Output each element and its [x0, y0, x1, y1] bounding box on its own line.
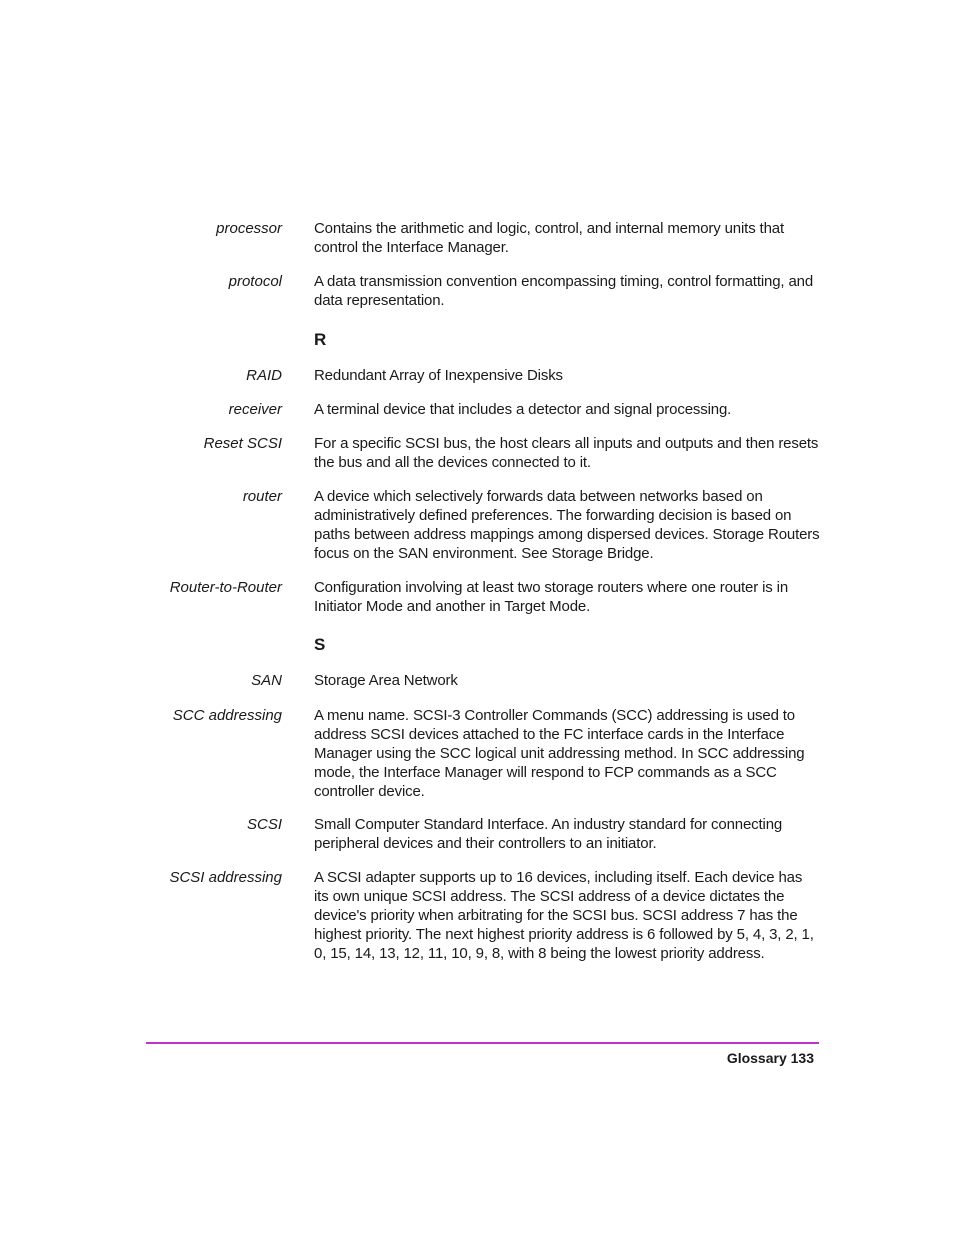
page-footer: [727, 1049, 814, 1067]
section-letter-s: S: [314, 635, 326, 654]
footer-label: Glossary: [726, 1050, 787, 1066]
glossary-definition: A SCSI adapter supports up to 16 devices, including itself. Each device has its own unique SCSI address. The SCSI address of a device dictates the device's priority when arbitrating for the SCSI bus. SCSI address 7 has the highest priority. The next highest priority address is 6 followed by 5, 4, 3, 2, 1, 0, 15, 14, 13, 12, 11, 10, 9, 8, with 8 being the lowest priority address.: [314, 869, 814, 962]
glossary-term: SCSI addressing: [169, 869, 282, 886]
section-letter-r: R: [314, 330, 327, 349]
glossary-definition: A terminal device that includes a detector and signal processing.: [314, 401, 732, 418]
glossary-term: processor: [216, 220, 282, 237]
glossary-term: SCSI: [246, 816, 282, 833]
glossary-term: SAN: [251, 672, 282, 689]
glossary-definition: Storage Area Network: [314, 672, 458, 689]
glossary-definition: Redundant Array of Inexpensive Disks: [314, 367, 563, 384]
glossary-term: Router-to-Router: [169, 579, 282, 596]
glossary-term: router: [242, 488, 282, 505]
glossary-definition: For a specific SCSI bus, the host clears all inputs and outputs and then resets the bus and all the devices connected to it.: [314, 435, 819, 471]
glossary-definition: Small Computer Standard Interface. An industry standard for connecting peripheral devices and their controllers to an initiator.: [314, 816, 783, 852]
glossary-term: Reset SCSI: [203, 435, 282, 452]
footer-rule: [146, 1042, 819, 1044]
glossary-term: protocol: [228, 273, 282, 290]
glossary-definition: Contains the arithmetic and logic, control, and internal memory units that control the Interface Manager.: [314, 220, 784, 256]
page-number: 133: [790, 1050, 814, 1066]
glossary-definition: Configuration involving at least two storage routers where one router is in Initiator Mode and another in Target Mode.: [314, 579, 789, 615]
glossary-definition: A device which selectively forwards data between networks based on administratively defined preferences. The forwarding decision is based on paths between address mappings among dispersed devices. Storage Routers focus on the SAN environment. See Storage Bridge.: [314, 488, 820, 562]
glossary-definition: A data transmission convention encompassing timing, control formatting, and data representation.: [314, 273, 814, 309]
glossary-term: SCC addressing: [172, 707, 282, 724]
glossary-definition: A menu name. SCSI-3 Controller Commands (SCC) addressing is used to address SCSI devices attached to the FC interface cards in the Interface Manager using the SCC logical unit addressing method. In SCC addressing mode, the Interface Manager will respond to FCP commands as a SCC controller device.: [314, 707, 805, 800]
glossary-term: RAID: [246, 367, 282, 384]
glossary-term: receiver: [228, 401, 282, 418]
